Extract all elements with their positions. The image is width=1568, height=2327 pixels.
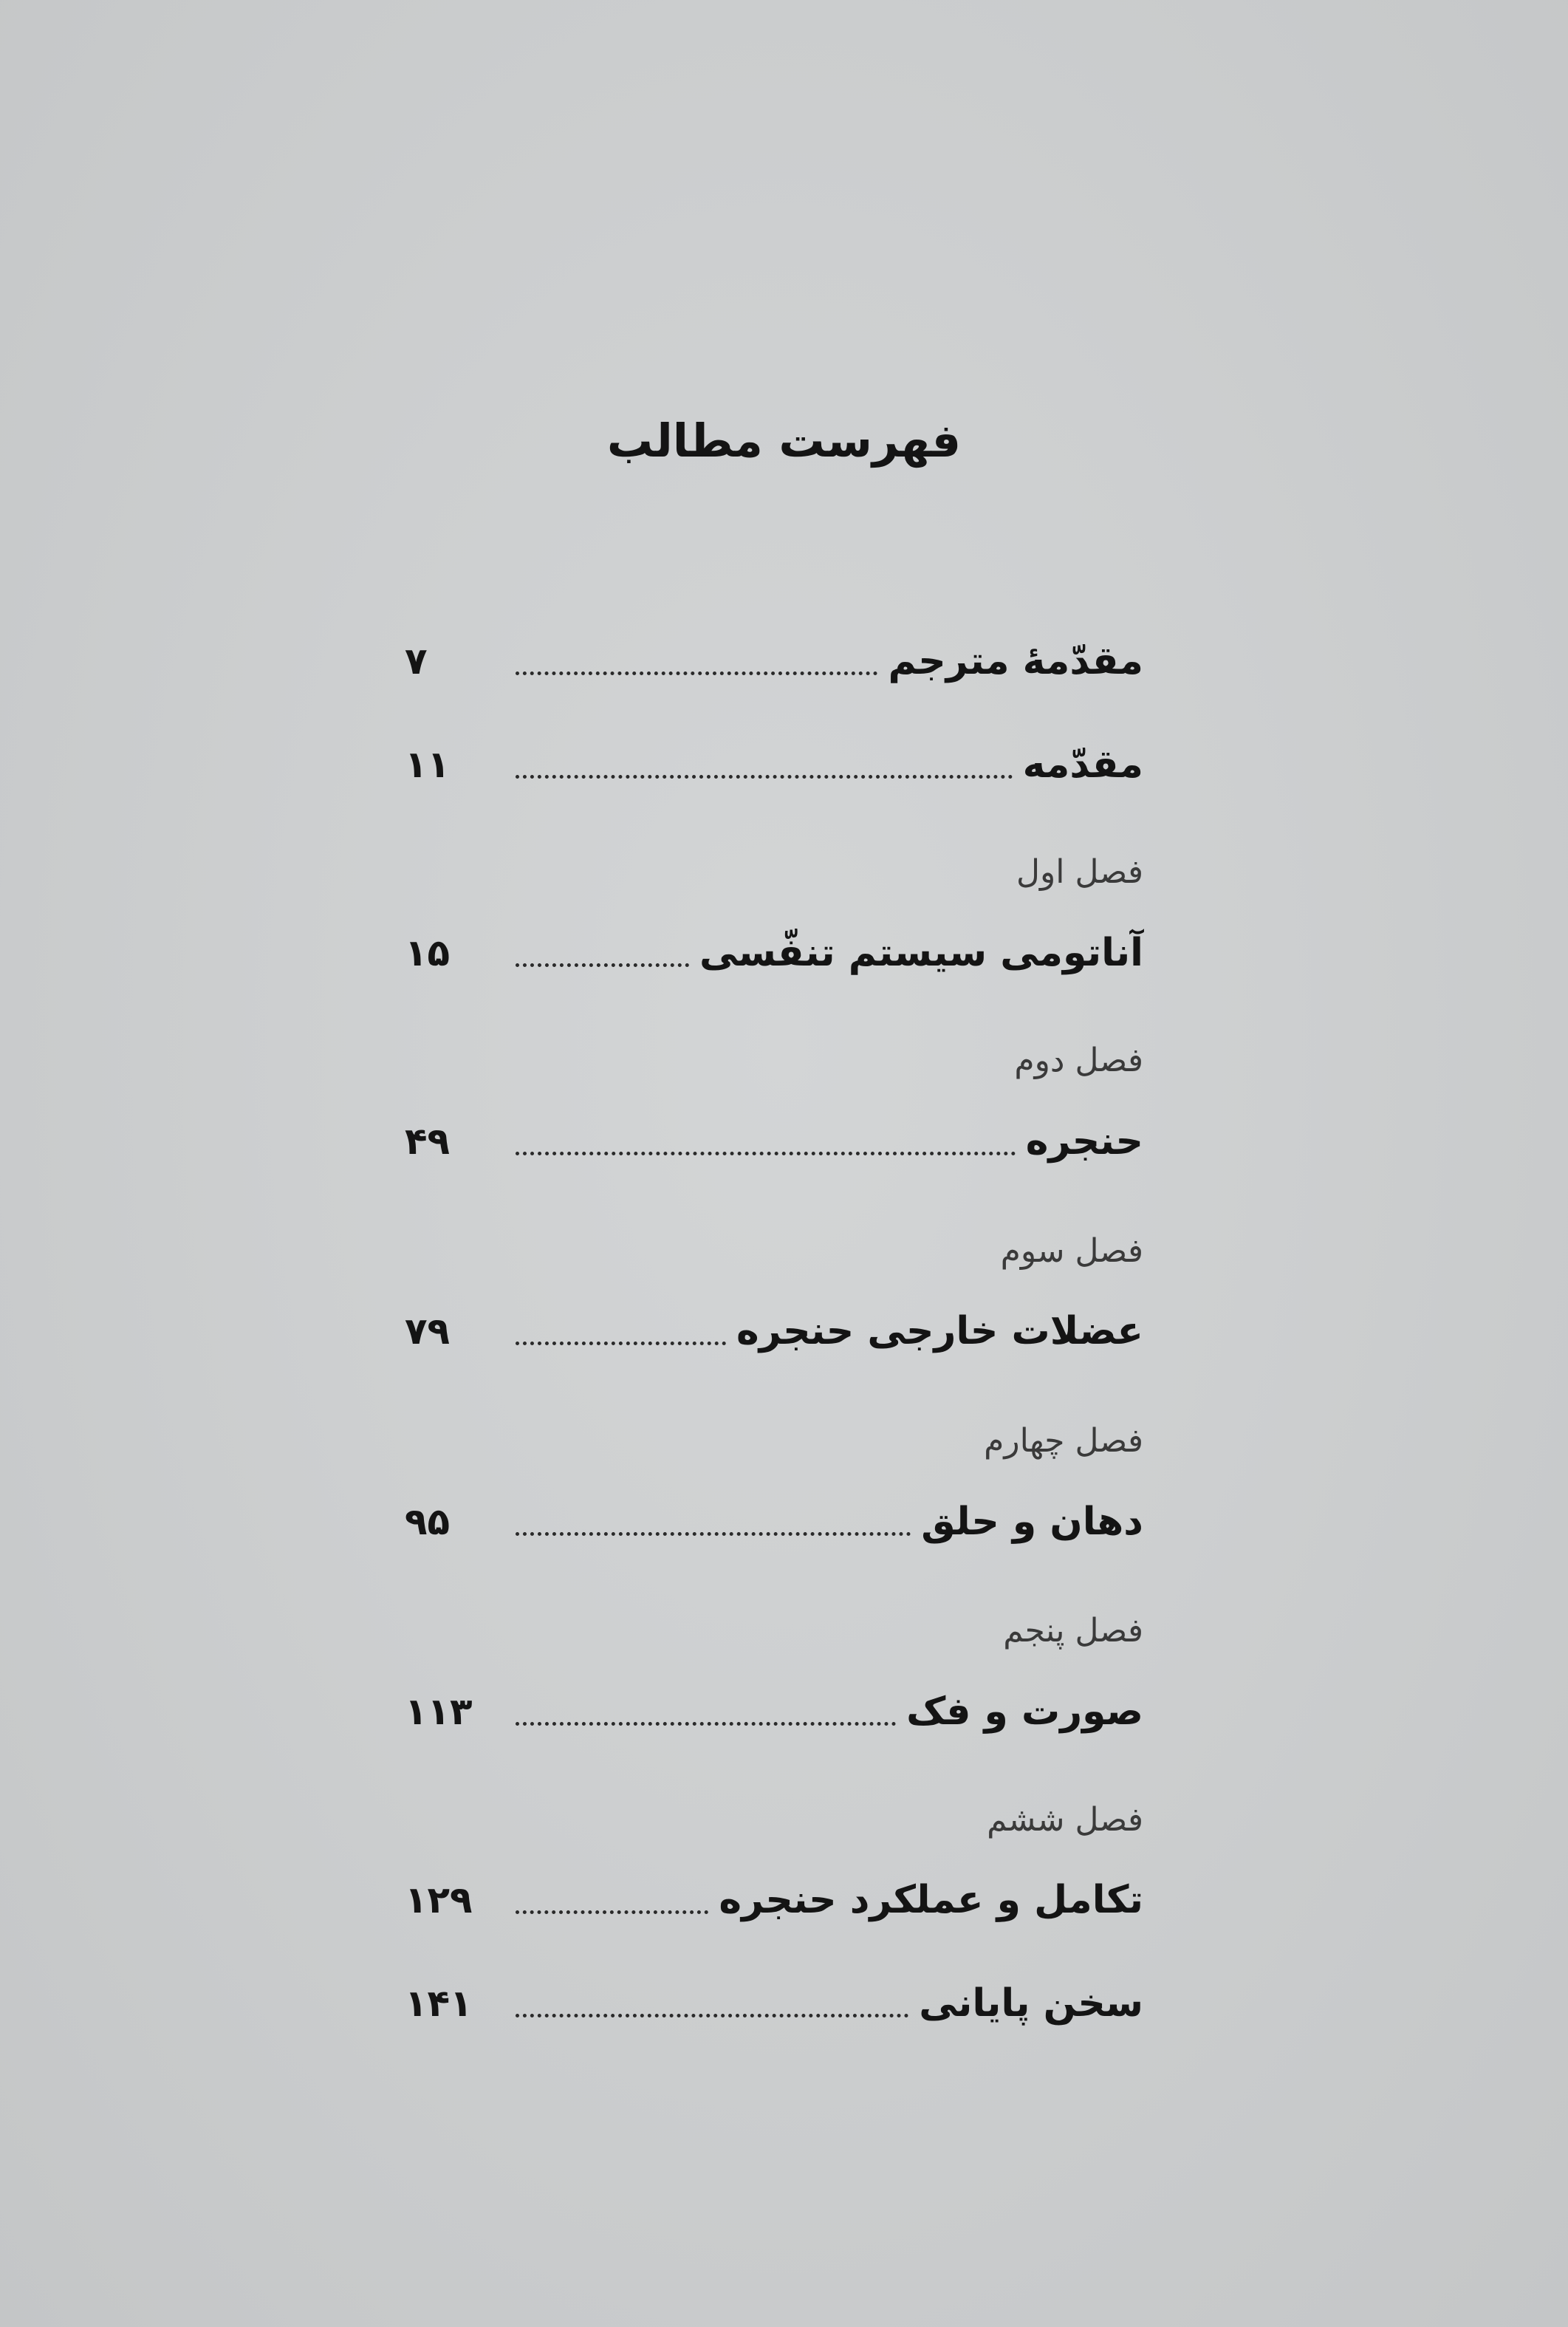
toc-entry-page: ۱۴۱ [405,1982,473,2025]
dot-leader [516,1532,911,1536]
chapter-label: فصل سوم [1000,1232,1143,1270]
toc-entry [405,1978,1143,2029]
chapter-label: فصل دوم [1014,1042,1143,1079]
chapter-label: فصل پنجم [1003,1612,1143,1650]
toc-entry [405,739,1143,790]
toc-entry-title: حنجره [1025,1119,1143,1164]
toc-entry [405,1686,1143,1737]
chapter-label: فصل ششم [987,1801,1143,1839]
dot-leader [516,672,877,675]
toc-entry-page: ۱۵ [405,932,451,974]
toc-entry-page: ۹۵ [405,1500,451,1543]
toc-entry-title: دهان و حلق [921,1500,1143,1544]
toc-entry-title: مقدّمه [1022,742,1143,787]
toc-entry-page: ۷۹ [405,1310,451,1353]
toc-entry [405,1874,1143,1926]
toc-entry [405,1305,1143,1357]
toc-entry-title: عضلات خارجی حنجره [736,1309,1143,1353]
chapter-label: فصل اول [1016,853,1143,891]
page-title: فهرست مطالب [606,414,962,468]
dot-leader [516,1910,708,1914]
toc-entry-page: ۴۹ [405,1120,451,1163]
toc-entry-page: ۱۲۹ [405,1879,473,1921]
chapter-label: فصل چهارم [984,1422,1143,1460]
dot-leader [516,775,1013,779]
toc-entry [405,927,1143,979]
toc-entry-title: صورت و فک [906,1689,1143,1734]
dot-leader [516,1152,1016,1155]
toc-entry-title: مقدّمهٔ مترجم [888,639,1143,683]
toc-entry-title: تکامل و عملکرد حنجره [719,1878,1143,1922]
dot-leader [516,1722,896,1726]
dot-leader [516,1342,726,1345]
dot-leader [516,963,689,967]
toc-entry [405,635,1143,687]
toc-entry [405,1496,1143,1548]
toc-entry-page: ۷ [405,640,428,683]
toc-entry-page: ۱۱ [405,743,451,786]
toc-entry-title: سخن پایانی [919,1981,1143,2026]
toc-entry-page: ۱۱۳ [405,1690,473,1733]
toc-entry-title: آناتومی سیستم تنفّسی [699,931,1143,975]
toc-entry [405,1115,1143,1167]
dot-leader [516,2014,908,2017]
